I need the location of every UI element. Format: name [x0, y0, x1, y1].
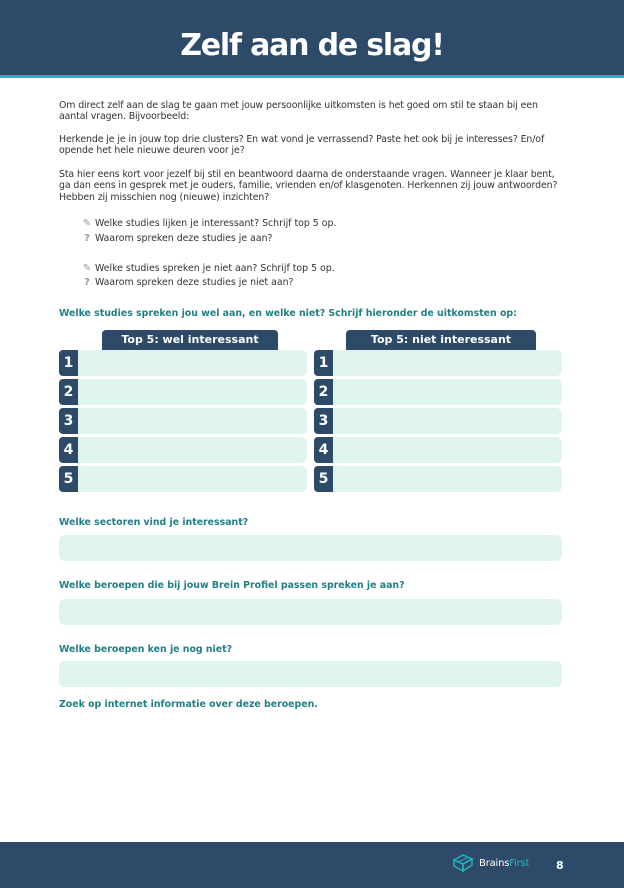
answer-field[interactable] — [78, 350, 307, 376]
row-number: 1 — [59, 350, 78, 376]
page-title: Zelf aan de slag! — [180, 28, 444, 63]
logo-text-brains: Brains — [479, 857, 510, 869]
row-number: 3 — [59, 408, 78, 434]
top5-left-title: Top 5: wel interessant — [102, 330, 278, 350]
question-icon: ? — [84, 233, 90, 244]
question-text: Welke studies spreken je niet aan? Schrijf top 5 op. — [95, 263, 335, 274]
row-number: 5 — [59, 466, 78, 492]
pencil-icon: ✎ — [82, 218, 92, 229]
logo-text-first: First — [509, 857, 530, 869]
question-icon: ? — [84, 277, 90, 288]
professions-unknown-answer-field[interactable] — [59, 661, 562, 687]
row-number: 4 — [59, 437, 78, 463]
question-text: Welke studies lijken je interessant? Schrijf top 5 op. — [95, 218, 337, 229]
sectors-prompt: Welke sectoren vind je interessant? — [59, 517, 249, 528]
row-number: 2 — [314, 379, 333, 405]
answer-field[interactable] — [78, 408, 307, 434]
pencil-icon: ✎ — [82, 263, 92, 274]
question-line-4 — [79, 276, 294, 289]
page-footer — [0, 842, 624, 888]
page-header — [0, 0, 624, 78]
brainsfirst-logo — [452, 852, 529, 874]
question-text: Waarom spreken deze studies je aan? — [95, 233, 273, 244]
answer-field[interactable] — [78, 466, 307, 492]
top5-right-title: Top 5: niet interessant — [346, 330, 536, 350]
answer-field[interactable] — [333, 408, 562, 434]
row-number: 4 — [314, 437, 333, 463]
answer-field[interactable] — [333, 466, 562, 492]
sectors-answer-field[interactable] — [59, 535, 562, 561]
professions-match-prompt: Welke beroepen die bij jouw Brein Profiel passen spreken je aan? — [59, 580, 405, 591]
answer-field[interactable] — [78, 437, 307, 463]
intro-paragraph-3: Sta hier eens kort voor jezelf bij stil en beantwoord daarna de onderstaande vragen. Wanneer je klaar bent, ga dan eens in gesprek met je ouders, familie, vrienden en/of klasgenoten. Herkennen zij jouw antwoorden? Hebben zij misschien nog (nieuwe) inzichten? — [59, 169, 558, 203]
row-number: 2 — [59, 379, 78, 405]
row-number: 1 — [314, 350, 333, 376]
brainsfirst-logo-icon — [452, 853, 474, 873]
intro-paragraph-2: Herkende je je in jouw top drie clusters? En wat vond je verrassend? Paste het ook bij je interesses? En/of opende het hele nieuwe deuren voor je? — [59, 134, 545, 157]
row-number: 5 — [314, 466, 333, 492]
question-line-3 — [79, 262, 335, 275]
answer-field[interactable] — [333, 437, 562, 463]
question-line-1 — [79, 217, 336, 230]
answer-field[interactable] — [78, 379, 307, 405]
question-line-2 — [79, 232, 273, 245]
professions-match-answer-field[interactable] — [59, 599, 562, 625]
page-number: 8 — [556, 859, 564, 872]
professions-unknown-prompt: Welke beroepen ken je nog niet? — [59, 644, 233, 655]
studies-prompt: Welke studies spreken jou wel aan, en welke niet? Schrijf hieronder de uitkomsten op: — [59, 308, 517, 319]
answer-field[interactable] — [333, 379, 562, 405]
answer-field[interactable] — [333, 350, 562, 376]
search-prompt: Zoek op internet informatie over deze beroepen. — [59, 699, 318, 710]
row-number: 3 — [314, 408, 333, 434]
question-text: Waarom spreken deze studies je niet aan? — [95, 277, 294, 288]
intro-paragraph-1: Om direct zelf aan de slag te gaan met jouw persoonlijke uitkomsten is het goed om stil te staan bij een aantal vragen. Bijvoorbeeld: — [59, 100, 538, 123]
logo-text — [479, 858, 529, 869]
